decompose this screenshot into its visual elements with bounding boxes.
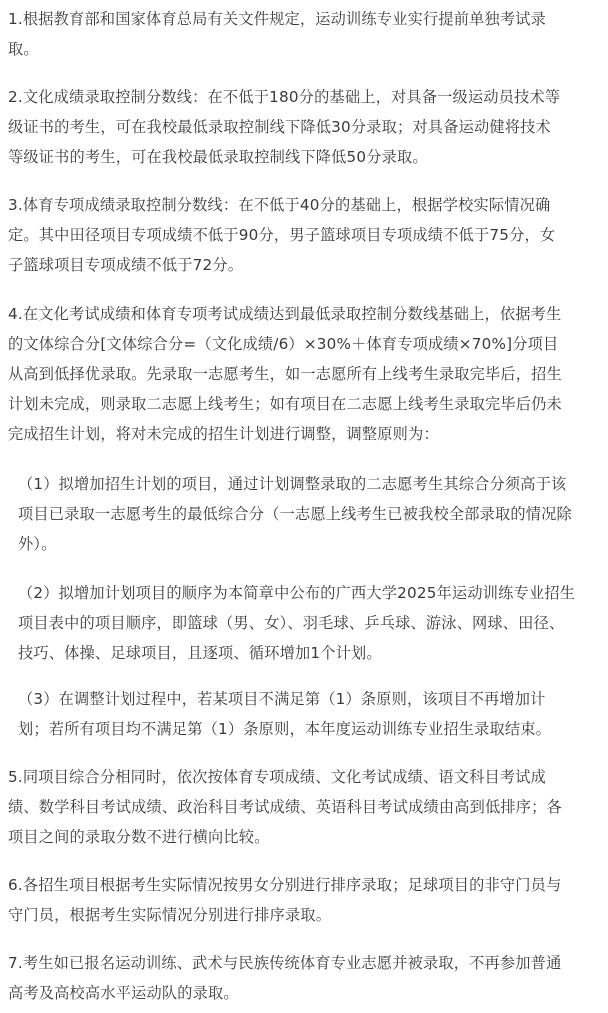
rule-7-paragraph: [8, 948, 561, 1008]
text-line: （2）拟增加计划项目的顺序为本简章中公布的广西大学2025年运动训练专业招生: [18, 584, 576, 602]
text-line: 项目之间的录取分数不进行横向比较。: [8, 828, 270, 846]
rule-1-paragraph: [8, 4, 546, 64]
text-line: 定。其中田径项目专项成绩不低于90分，男子篮球项目专项成绩不低于75分，女: [8, 226, 556, 244]
text-line: 4.在文化考试成绩和体育专项考试成绩达到最低录取控制分数线基础上，依据考生: [8, 305, 562, 323]
rule-3-paragraph: [8, 190, 555, 280]
text-line: 3.体育专项成绩录取控制分数线：在不低于40分的基础上，根据学校实际情况确: [8, 196, 551, 214]
text-line: 的文体综合分[文体综合分=（文化成绩/6）×30%＋体育专项成绩×70%]分项目: [8, 335, 559, 353]
sub-rule-2-paragraph: [18, 578, 575, 668]
text-line: （3）在调整计划过程中，若某项目不满足第（1）条原则，该项目不再增加计: [18, 690, 546, 708]
text-line: 划；若所有项目均不满足第（1）条原则，本年度运动训练专业招生录取结束。: [18, 720, 552, 738]
text-line: 绩、数学科目考试成绩、政治科目考试成绩、英语科目考试成绩由高到低排序；各: [8, 798, 562, 816]
sub-rule-1-paragraph: [18, 469, 572, 559]
text-line: 5.同项目综合分相同时，依次按体育专项成绩、文化考试成绩、语文科目考试成: [8, 768, 547, 786]
text-line: 从高到低择优录取。先录取一志愿考生，如一志愿所有上线考生录取完毕后，招生: [8, 365, 562, 383]
text-line: 完成招生计划，将对未完成的招生计划进行调整，调整原则为：: [8, 425, 439, 443]
text-line: （1）拟增加招生计划的项目，通过计划调整录取的二志愿考生其综合分须高于该: [18, 475, 567, 493]
text-line: 计划未完成，则录取二志愿上线考生；如有项目在二志愿上线考生录取完毕后仍未: [8, 395, 562, 413]
text-line: 技巧、体操、足球项目，且逐项、循环增加1个计划。: [18, 644, 382, 662]
text-line: 外）。: [18, 535, 57, 553]
rule-5-paragraph: [8, 762, 562, 852]
sub-rule-3-paragraph: [18, 684, 551, 744]
text-line: 取。: [8, 40, 39, 58]
rule-4-paragraph: [8, 299, 562, 449]
rule-6-paragraph: [8, 870, 561, 930]
text-line: 守门员，根据考生实际情况分别进行排序录取。: [8, 906, 332, 924]
text-line: 高考及高校高水平运动队的录取。: [8, 984, 239, 1002]
text-line: 7.考生如已报名运动训练、武术与民族传统体育专业志愿并被录取，不再参加普通: [8, 954, 562, 972]
text-line: 级证书的考生，可在我校最低录取控制线下降低30分录取；对具备运动健将技术: [8, 118, 551, 136]
rule-2-paragraph: [8, 82, 560, 172]
text-line: 2.文化成绩录取控制分数线：在不低于180分的基础上，对具备一级运动员技术等: [8, 88, 561, 106]
text-line: 项目表中的项目顺序，即篮球（男、女）、羽毛球、乒乓球、游泳、网球、田径、: [18, 614, 565, 632]
text-line: 1.根据教育部和国家体育总局有关文件规定，运动训练专业实行提前单独考试录: [8, 10, 547, 28]
text-line: 等级证书的考生，可在我校最低录取控制线下降低50分录取。: [8, 148, 428, 166]
text-line: 子篮球项目专项成绩不低于72分。: [8, 256, 244, 274]
text-line: 6.各招生项目根据考生实际情况按男女分别进行排序录取；足球项目的非守门员与: [8, 876, 562, 894]
text-line: 项目已录取一志愿考生的最低综合分（一志愿上线考生已被我校全部录取的情况除: [18, 505, 572, 523]
